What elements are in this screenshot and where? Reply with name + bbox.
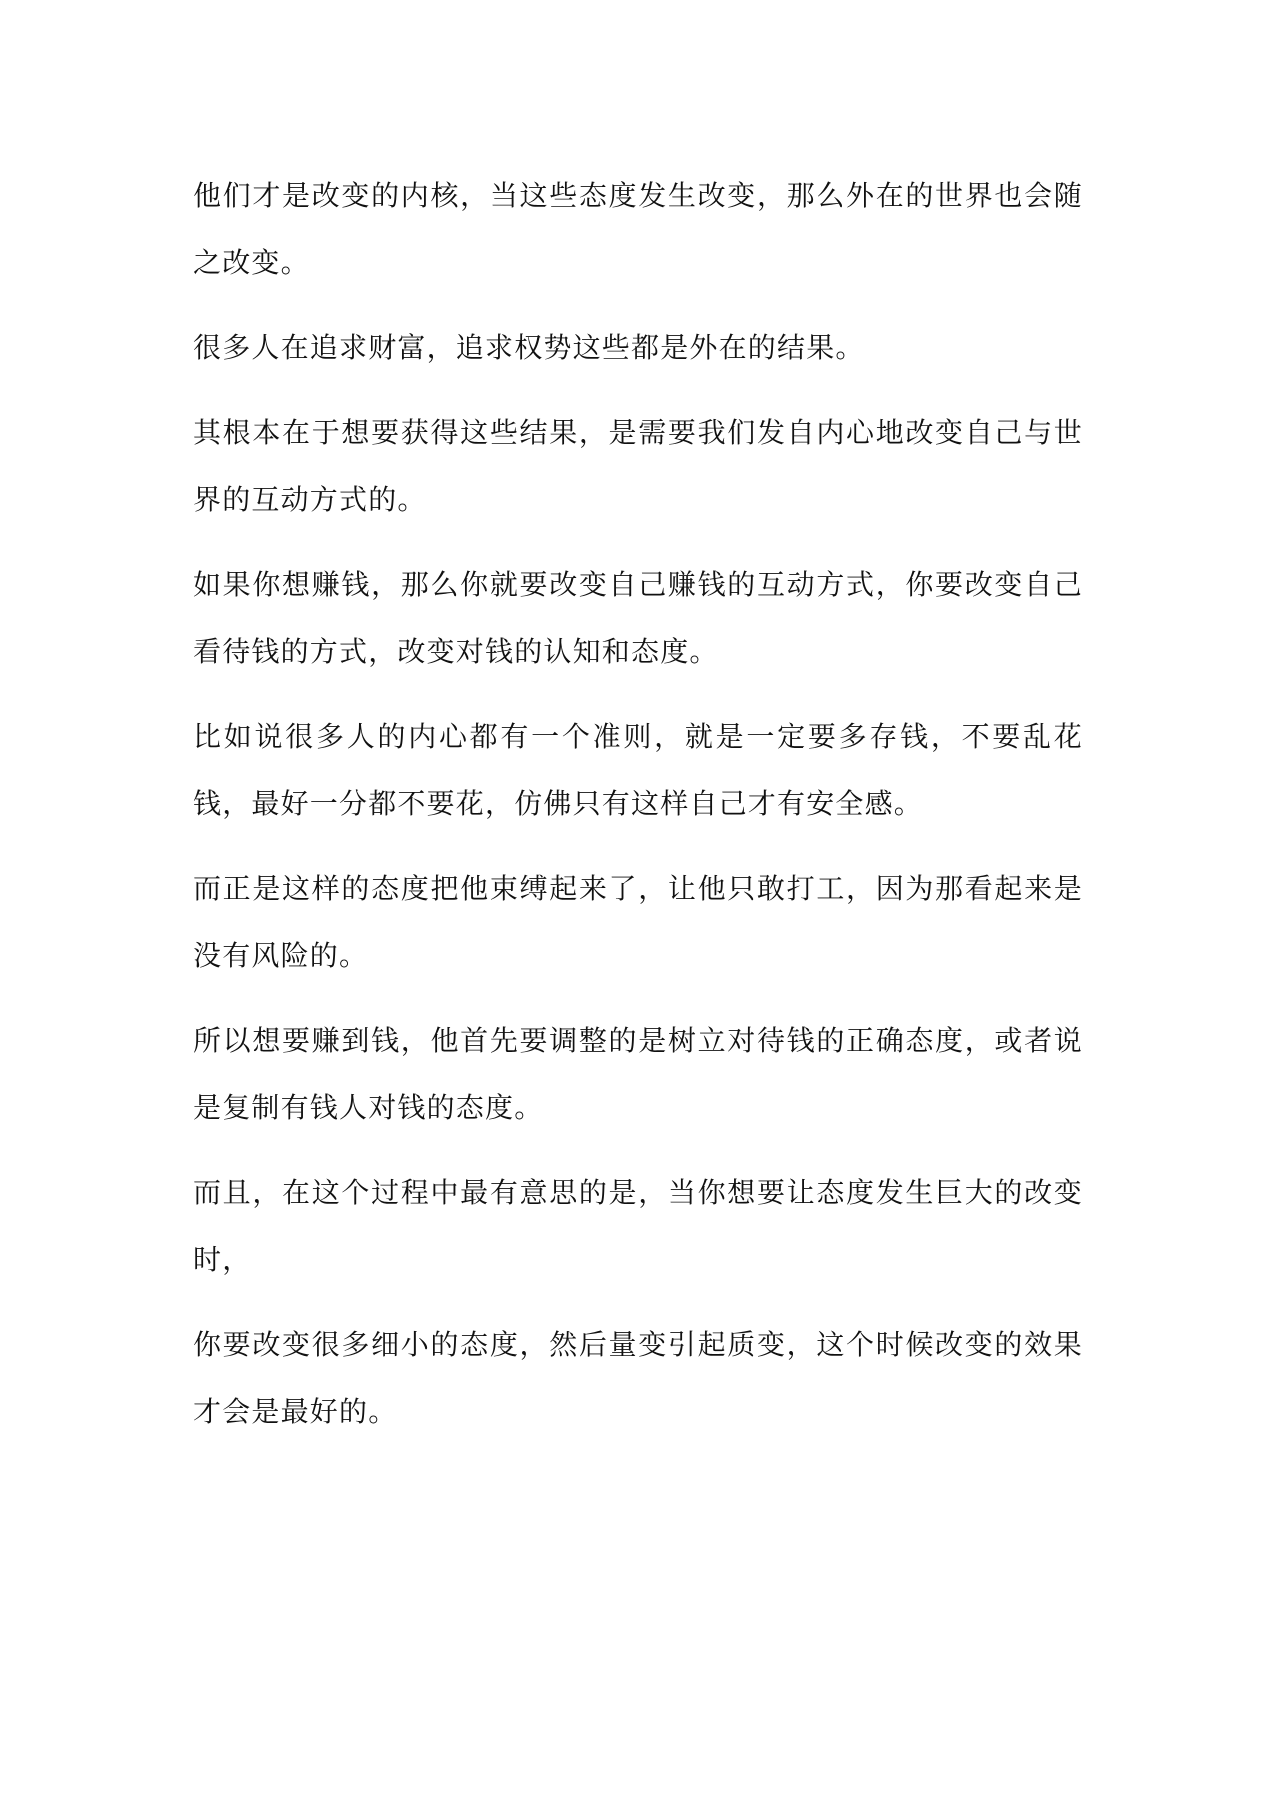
paragraph: 比如说很多人的内心都有一个准则，就是一定要多存钱，不要乱花钱，最好一分都不要花，仿佛只有这样自己才有安全感。 — [193, 720, 1083, 820]
paragraph: 很多人在追求财富，追求权势这些都是外在的结果。 — [193, 331, 865, 364]
paragraph: 如果你想赚钱，那么你就要改变自己赚钱的互动方式，你要改变自己看待钱的方式，改变对钱的认知和态度。 — [193, 568, 1083, 668]
paragraph: 你要改变很多细小的态度，然后量变引起质变，这个时候改变的效果才会是最好的。 — [193, 1328, 1083, 1428]
paragraph: 而正是这样的态度把他束缚起来了，让他只敢打工，因为那看起来是没有风险的。 — [193, 872, 1083, 972]
paragraph: 而且，在这个过程中最有意思的是，当你想要让态度发生巨大的改变时， — [193, 1176, 1083, 1276]
paragraph: 所以想要赚到钱，他首先要调整的是树立对待钱的正确态度，或者说是复制有钱人对钱的态度。 — [193, 1024, 1083, 1124]
paragraph: 他们才是改变的内核，当这些态度发生改变，那么外在的世界也会随之改变。 — [193, 179, 1083, 279]
document-body — [193, 162, 1083, 1463]
paragraph: 其根本在于想要获得这些结果，是需要我们发自内心地改变自己与世界的互动方式的。 — [193, 416, 1083, 516]
